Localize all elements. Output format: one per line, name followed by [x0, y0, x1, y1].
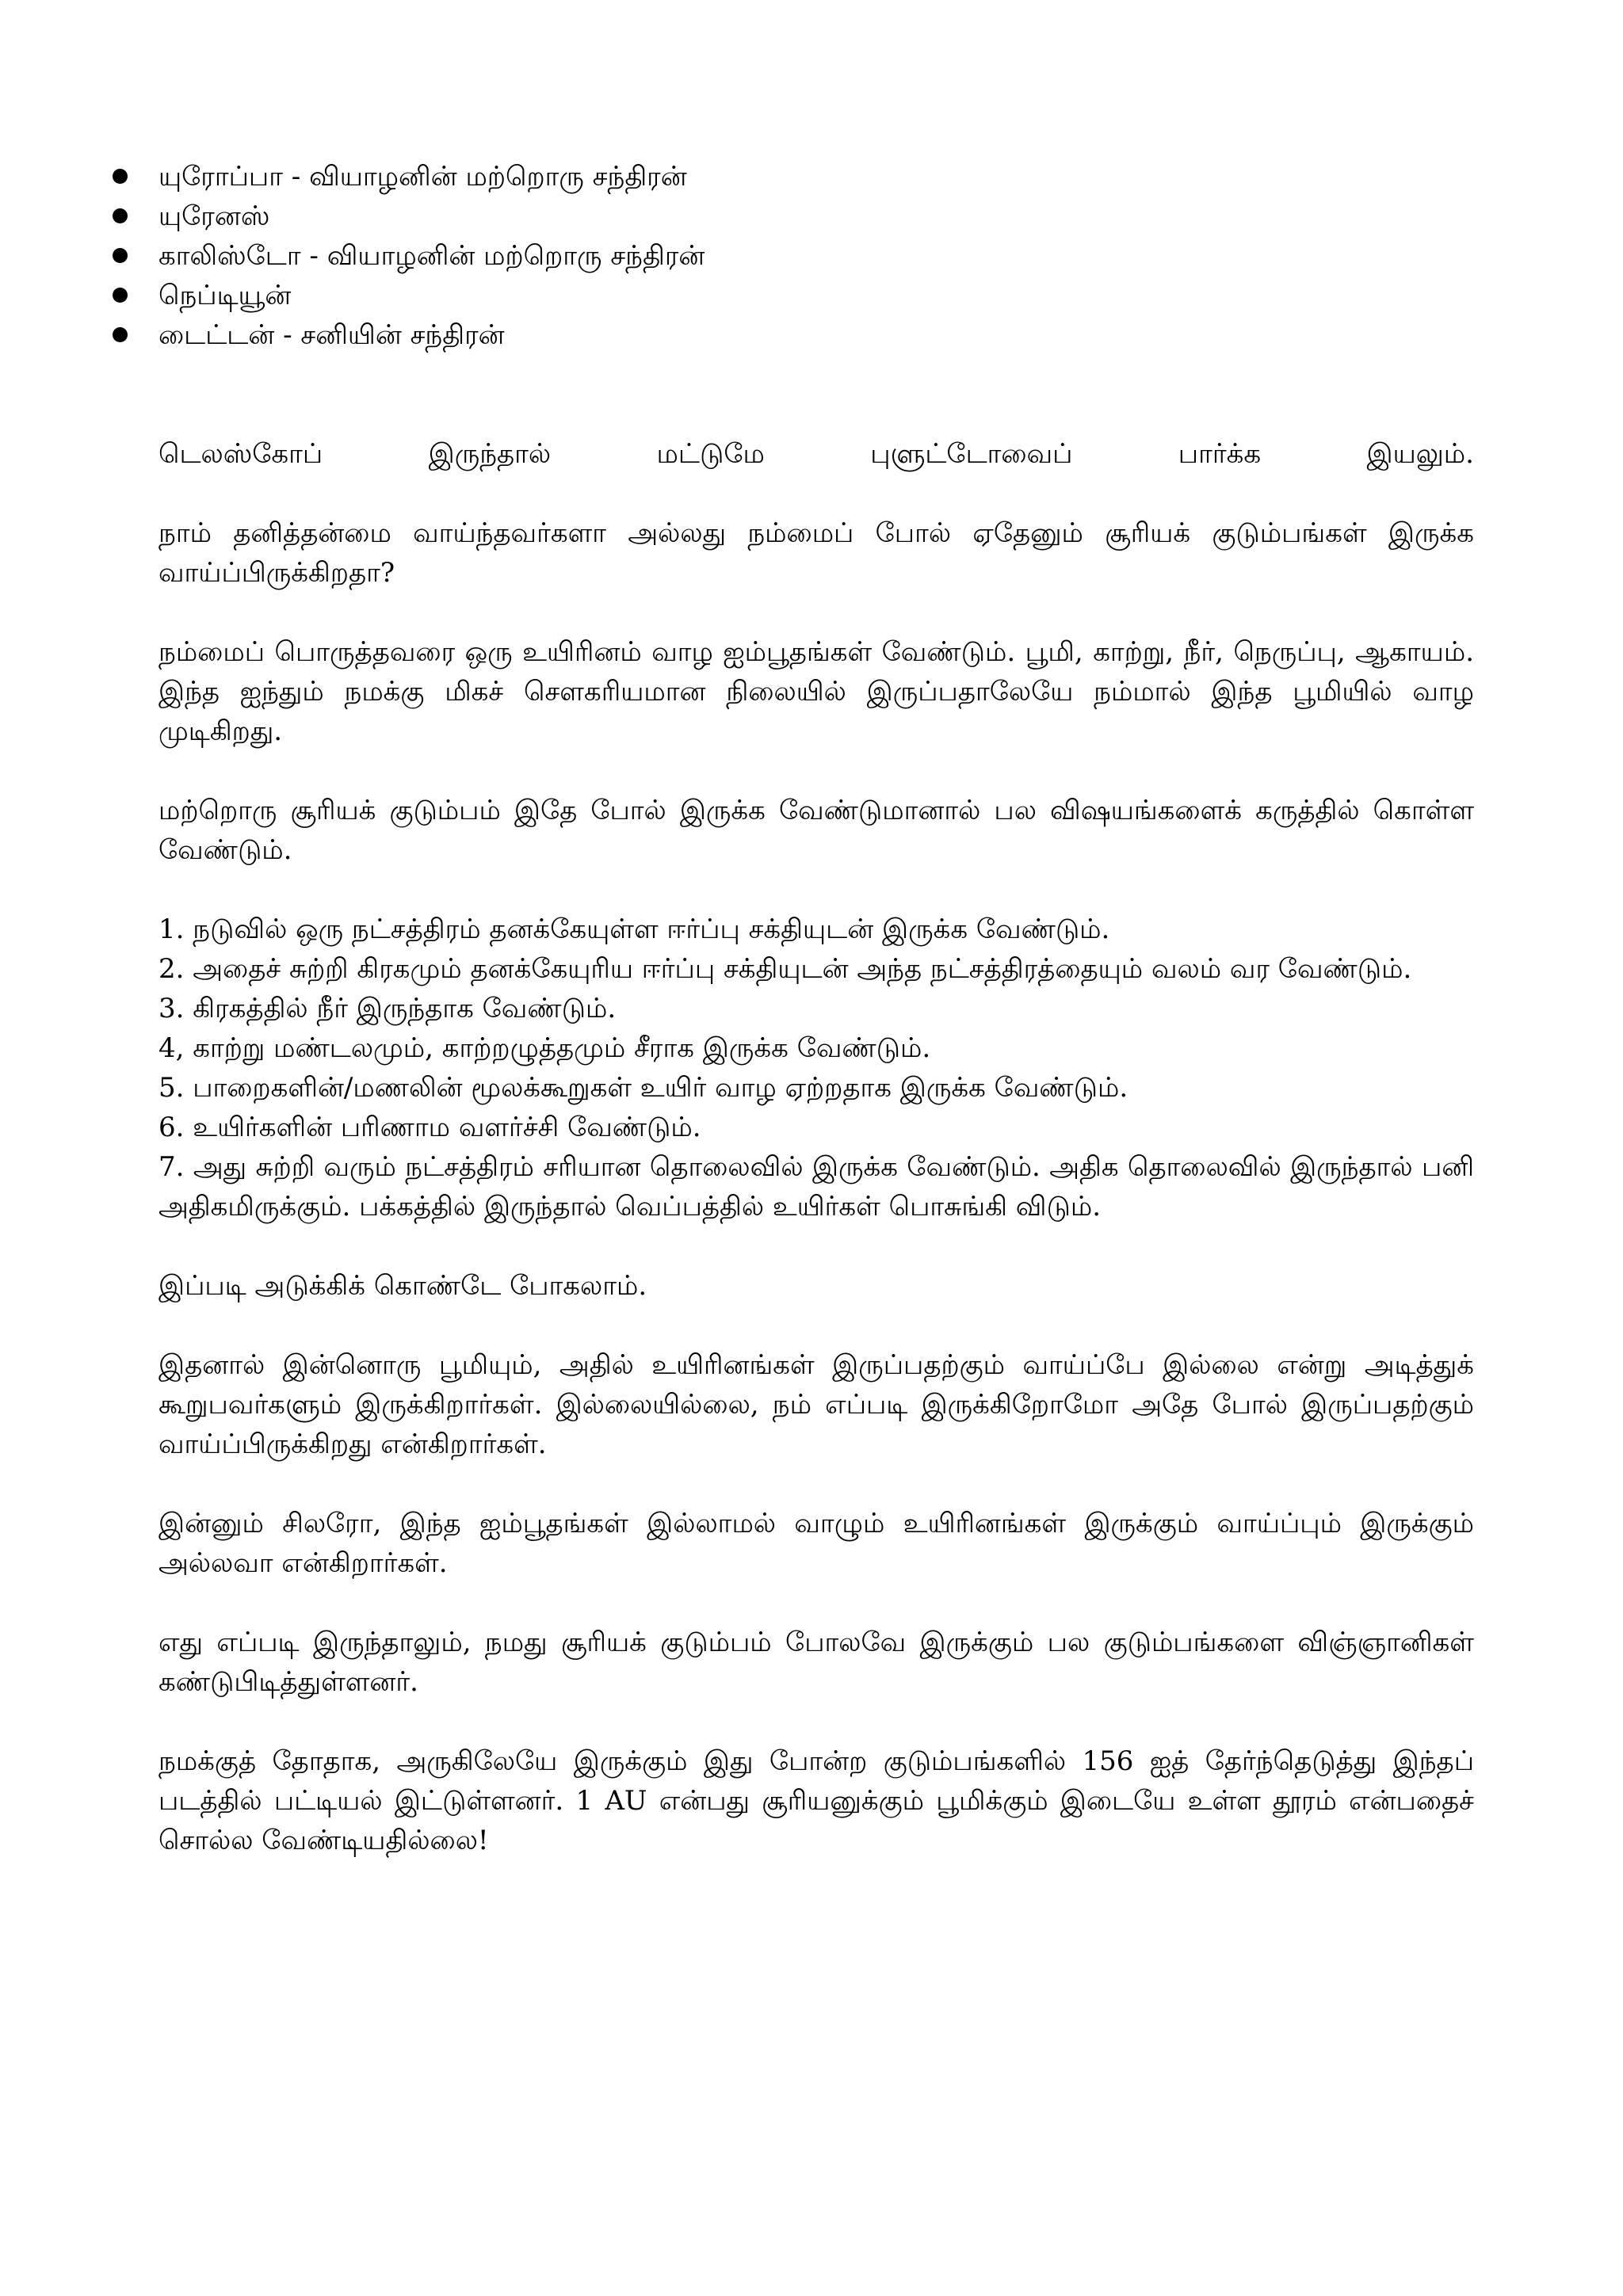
word: புளுட்டோவைப் [870, 438, 1073, 470]
word: மட்டுமே [656, 438, 765, 470]
condition-item: 6. உயிர்களின் பரிணாம வளர்ச்சி வேண்டும். [158, 1112, 701, 1143]
condition-item: 2. அதைச் சுற்றி கிரகமும் தனக்கேயுரிய ஈர்ப்பு சக்தியுடன் அந்த நட்சத்திரத்தையும் வலம் வர வேண்டும். [158, 953, 1412, 985]
list-item [158, 196, 1474, 236]
paragraph-five-elements: நம்மைப் பொருத்தவரை ஒரு உயிரினம் வாழ ஐம்பூதங்கள் வேண்டும். பூமி, காற்று, நீர், நெருப்பு, ஆகாயம். இந்த ஐந்தும் நமக்கு மிகச் சௌகரியமான நிலையில் இருப்பதாலேயே நம்மால் இந்த பூமியில் வாழ முடிகிறது. [158, 636, 1474, 747]
paragraph-question: நாம் தனித்தன்மை வாய்ந்தவர்களா அல்லது நம்மைப் போல் ஏதேனும் சூரியக் குடும்பங்கள் இருக்க வாய்ப்பிருக்கிறதா? [158, 517, 1474, 589]
list-item [158, 276, 1474, 315]
bullet-icon [113, 169, 128, 184]
condition-item: 4, காற்று மண்டலமும், காற்றழுத்தமும் சீராக இருக்க வேண்டும். [158, 1032, 931, 1064]
conditions-list [158, 910, 1474, 1226]
condition-item: 7. அது சுற்றி வரும் நட்சத்திரம் சரியான தொலைவில் இருக்க வேண்டும். அதிக தொலைவில் இருந்தால் பனி அதிகமிருக்கும். பக்கத்தில் இருந்தால் வெப்பத்தில் உயிர்கள் பொசுங்கி விடும். [158, 1151, 1474, 1222]
list-item-text: டைட்டன் - சனியின் சந்திரன் [158, 319, 505, 351]
paragraph-other-life: இன்னும் சிலரோ, இந்த ஐம்பூதங்கள் இல்லாமல் வாழும் உயிரினங்கள் இருக்கும் வாய்ப்பும் இருக்கும் அல்லவா என்கிறார்கள். [158, 1508, 1474, 1579]
list-item-text: காலிஸ்டோ - வியாழனின் மற்றொரு சந்திரன் [158, 240, 705, 272]
document-body [158, 157, 1474, 1860]
bullet-icon [113, 327, 128, 342]
celestial-bodies-list [158, 157, 1474, 355]
word: டெலஸ்கோப் [158, 438, 323, 470]
paragraph-discoveries: எது எப்படி இருந்தாலும், நமது சூரியக் குடும்பம் போலவே இருக்கும் பல குடும்பங்களை விஞ்ஞானிகள் கண்டுபிடித்துள்ளனர். [158, 1627, 1474, 1698]
list-item [158, 157, 1474, 196]
word: பார்க்க [1178, 438, 1262, 470]
list-item [158, 236, 1474, 276]
condition-item: 5. பாறைகளின்/மணலின் மூலக்கூறுகள் உயிர் வாழ ஏற்றதாக இருக்க வேண்டும். [158, 1072, 1128, 1104]
list-item [158, 315, 1474, 355]
condition-item: 3. கிரகத்தில் நீர் இருந்தாக வேண்டும். [158, 993, 617, 1024]
bullet-icon [113, 288, 128, 303]
bullet-icon [113, 248, 128, 263]
condition-item: 1. நடுவில் ஒரு நட்சத்திரம் தனக்கேயுள்ள ஈர்ப்பு சக்தியுடன் இருக்க வேண்டும். [158, 913, 1110, 945]
list-item-text: யுரோப்பா - வியாழனின் மற்றொரு சந்திரன் [158, 161, 687, 193]
word: இருந்தால் [428, 438, 552, 470]
paragraph-another-solar-system: மற்றொரு சூரியக் குடும்பம் இதே போல் இருக்க வேண்டுமானால் பல விஷயங்களைக் கருத்தில் கொள்ள வேண்டும். [158, 795, 1474, 866]
word: இயலும். [1366, 438, 1474, 470]
paragraph-opinions: இதனால் இன்னொரு பூமியும், அதில் உயிரினங்கள் இருப்பதற்கும் வாய்ப்பே இல்லை என்று அடித்துக் கூறுபவர்களும் இருக்கிறார்கள். இல்லையில்லை, நம் எப்படி இருக்கிறோமோ அதே போல் இருப்பதற்கும் வாய்ப்பிருக்கிறது என்கிறார்கள். [158, 1349, 1474, 1460]
list-item-text: நெப்டியூன் [158, 280, 292, 311]
list-item-text: யுரேனஸ் [158, 200, 270, 232]
paragraph-nearby-systems: நமக்குத் தோதாக, அருகிலேயே இருக்கும் இது போன்ற குடும்பங்களில் 156 ஐத் தேர்ந்தெடுத்து இந்தப் படத்தில் பட்டியல் இட்டுள்ளனர். 1 AU என்பது சூரியனுக்கும் பூமிக்கும் இடையே உள்ள தூரம் என்பதைச் சொல்ல வேண்டியதில்லை! [158, 1745, 1474, 1856]
bullet-icon [113, 208, 128, 223]
telescope-sentence [158, 434, 1474, 474]
paragraph-continue: இப்படி அடுக்கிக் கொண்டே போகலாம். [158, 1270, 647, 1302]
